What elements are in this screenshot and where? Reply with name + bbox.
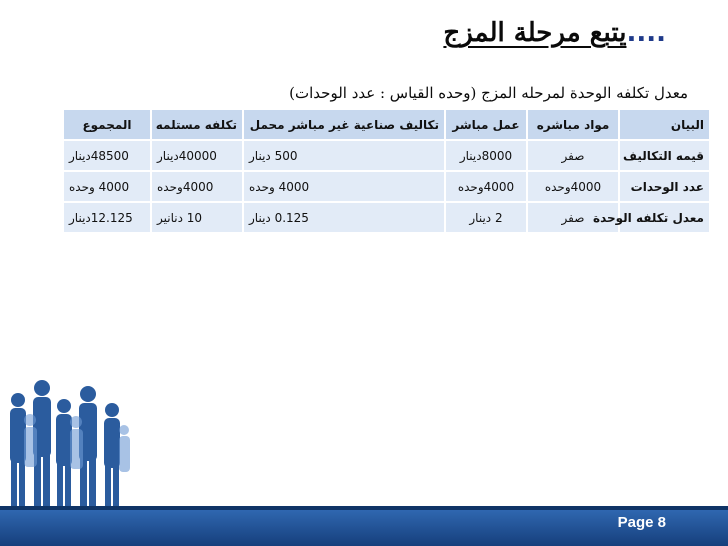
table-row [63,202,709,233]
table-cell: 48500دينار [63,140,151,171]
header-cell-overhead: تكاليف صناعية غير مباشر محمل [243,110,445,140]
page-number: Page 8 [617,514,666,531]
header-cell-direct-labor: عمل مباشر [445,110,527,140]
table-cell: 0.125 دينار [243,202,445,233]
table-cell: 40000دينار [151,140,243,171]
row-label: قيمه التكاليف [619,140,709,171]
header-cell-total: المجموع [63,110,151,140]
title-text: يتبع مرحلة المزج [443,18,627,48]
header-cell-direct-materials: مواد مباشره [527,110,619,140]
table-cell: 4000وحده [151,171,243,202]
table-cell: 8000دينار [445,140,527,171]
table-cell: 12.125دينار [63,202,151,233]
table-row [63,140,709,171]
row-label: معدل تكلفه الوحدة [619,202,709,233]
table-cell: 4000 وحده [243,171,445,202]
table-cell: 10 دنانير [151,202,243,233]
business-people-silhouettes-icon [0,370,135,516]
title-dots: .... [626,18,666,48]
cost-table [62,110,709,234]
slide-title [443,18,666,48]
header-cell-item: البيان [619,110,709,140]
table-cell: صفر [527,140,619,171]
table-cell: 2 دينار [445,202,527,233]
table-cell: صفر [527,202,619,233]
table-cell: 4000وحده [527,171,619,202]
header-cell-received-cost: تكلفه مستلمه [151,110,243,140]
table-row [63,171,709,202]
slide-subtitle: معدل تكلفه الوحدة لمرحله المزج (وحده القياس : عدد الوحدات) [289,84,688,102]
table-header-row [63,110,709,140]
table-cell: 4000وحده [445,171,527,202]
table-cell: 4000 وحده [63,171,151,202]
row-label: عدد الوحدات [619,171,709,202]
table-cell: 500 دينار [243,140,445,171]
